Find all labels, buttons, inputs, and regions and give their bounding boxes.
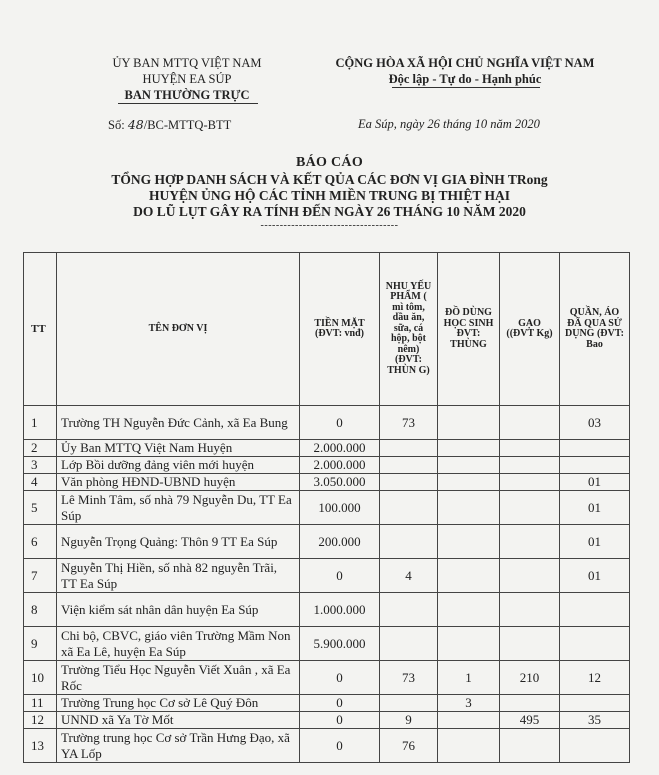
row-nhu-yeu-pham: 73: [380, 661, 438, 695]
document-number-suffix: /BC-MTTQ-BTT: [143, 118, 232, 132]
row-do-dung: [438, 559, 500, 593]
row-gao: [500, 729, 560, 763]
header-do-dung-hoc-sinh: ĐỒ DÙNG HỌC SINH ĐVT: THÙNG: [438, 253, 500, 406]
document-number: [108, 117, 231, 133]
row-do-dung: [438, 474, 500, 491]
row-gao: 495: [500, 712, 560, 729]
row-gao: [500, 440, 560, 457]
row-nhu-yeu-pham: [380, 457, 438, 474]
row-tt: 2: [24, 440, 57, 457]
row-do-dung: [438, 593, 500, 627]
report-subtitle-3: DO LŨ LỤT GÂY RA TÍNH ĐẾN NGÀY 26 THÁNG 10 NĂM 2020: [133, 204, 526, 219]
header-quan-ao: QUẦN, ÁO ĐÃ QUA SỬ DỤNG (ĐVT: Bao: [560, 253, 630, 406]
row-ten-don-vi: Nguyễn Trọng Quảng: Thôn 9 TT Ea Súp: [57, 525, 300, 559]
header-tt: TT: [24, 253, 57, 406]
row-nhu-yeu-pham: [380, 474, 438, 491]
report-subtitle-2: HUYỆN ỦNG HỘ CÁC TỈNH MIỀN TRUNG BỊ THIỆT HẠI: [149, 188, 510, 203]
row-tien-mat: 0: [300, 559, 380, 593]
table-row: [24, 712, 630, 729]
row-tien-mat: 200.000: [300, 525, 380, 559]
table-row: [24, 525, 630, 559]
row-ten-don-vi: Lớp Bồi dưỡng đảng viên mới huyện: [57, 457, 300, 474]
row-tt: 11: [24, 695, 57, 712]
row-ten-don-vi: Văn phòng HĐND-UBND huyện: [57, 474, 300, 491]
nation-title: CỘNG HÒA XÃ HỘI CHỦ NGHĨA VIỆT NAM: [335, 56, 595, 70]
row-do-dung: 1: [438, 661, 500, 695]
row-tt: 8: [24, 593, 57, 627]
row-nhu-yeu-pham: 73: [380, 406, 438, 440]
table-row: [24, 695, 630, 712]
document-date: Ea Súp, ngày 26 tháng 10 năm 2020: [358, 117, 540, 131]
row-tt: 10: [24, 661, 57, 695]
row-nhu-yeu-pham: [380, 440, 438, 457]
row-ten-don-vi: Trường trung học Cơ sở Trần Hưng Đạo, xã YA Lốp: [57, 729, 300, 763]
row-tt: 9: [24, 627, 57, 661]
row-nhu-yeu-pham: [380, 491, 438, 525]
row-ten-don-vi: Nguyễn Thị Hiền, số nhà 82 nguyễn Trãi, TT Ea Súp: [57, 559, 300, 593]
row-ten-don-vi: UNND xã Ya Tờ Mốt: [57, 712, 300, 729]
row-ten-don-vi: Trường Tiểu Học Nguyễn Viết Xuân , xã Ea Rốc: [57, 661, 300, 695]
header-nhu-yeu-pham: NHU YẾU PHẨM ( mì tôm, dầu ăn, sữa, cá hộp, bột nêm) (ĐVT: THÙN G): [380, 253, 438, 406]
row-gao: [500, 457, 560, 474]
row-ten-don-vi: Lê Minh Tâm, số nhà 79 Nguyễn Du, TT Ea Súp: [57, 491, 300, 525]
row-tt: 1: [24, 406, 57, 440]
nation-motto: Độc lập - Tự do - Hạnh phúc: [388, 72, 542, 86]
row-quan-ao: 01: [560, 491, 630, 525]
row-quan-ao: 01: [560, 525, 630, 559]
row-nhu-yeu-pham: [380, 525, 438, 559]
document-number-value: 48: [127, 117, 144, 132]
row-do-dung: [438, 712, 500, 729]
table-row: [24, 440, 630, 457]
row-quan-ao: [560, 729, 630, 763]
row-tien-mat: 0: [300, 712, 380, 729]
table-row: [24, 661, 630, 695]
row-do-dung: [438, 627, 500, 661]
row-nhu-yeu-pham: [380, 593, 438, 627]
table-header-row: [24, 253, 630, 406]
header-tien-mat: TIỀN MẶT (ĐVT: vnđ): [300, 253, 380, 406]
report-title: BÁO CÁO: [295, 155, 364, 170]
row-quan-ao: [560, 593, 630, 627]
row-gao: [500, 695, 560, 712]
row-quan-ao: 01: [560, 559, 630, 593]
table-row: [24, 593, 630, 627]
row-tien-mat: 3.050.000: [300, 474, 380, 491]
motto-underline: [392, 87, 540, 88]
row-ten-don-vi: Viện kiểm sát nhân dân huyện Ea Súp: [57, 593, 300, 627]
row-ten-don-vi: Chi bộ, CBVC, giáo viên Trường Mầm Non xã Ea Lê, huyện Ea Súp: [57, 627, 300, 661]
table-row: [24, 491, 630, 525]
row-quan-ao: [560, 457, 630, 474]
row-quan-ao: 03: [560, 406, 630, 440]
row-nhu-yeu-pham: [380, 695, 438, 712]
row-tien-mat: 0: [300, 729, 380, 763]
donation-table: [23, 252, 630, 763]
table-row: [24, 474, 630, 491]
table-row: [24, 457, 630, 474]
row-do-dung: [438, 440, 500, 457]
row-tt: 7: [24, 559, 57, 593]
row-tien-mat: 2.000.000: [300, 440, 380, 457]
row-nhu-yeu-pham: 4: [380, 559, 438, 593]
row-gao: [500, 406, 560, 440]
row-tt: 13: [24, 729, 57, 763]
document-number-prefix: Số:: [108, 118, 125, 132]
row-nhu-yeu-pham: [380, 627, 438, 661]
row-tt: 6: [24, 525, 57, 559]
issuer-line-2: HUYỆN EA SÚP: [142, 72, 232, 86]
row-tien-mat: 1.000.000: [300, 593, 380, 627]
row-gao: [500, 491, 560, 525]
row-quan-ao: 01: [560, 474, 630, 491]
row-nhu-yeu-pham: 76: [380, 729, 438, 763]
row-gao: [500, 474, 560, 491]
row-gao: 210: [500, 661, 560, 695]
issuer-underline: [118, 103, 258, 104]
row-do-dung: [438, 729, 500, 763]
row-nhu-yeu-pham: 9: [380, 712, 438, 729]
row-tt: 4: [24, 474, 57, 491]
header-ten-don-vi: TÊN ĐƠN VỊ: [57, 253, 300, 406]
row-do-dung: [438, 525, 500, 559]
title-divider: ------------------------------------: [260, 220, 399, 231]
row-tien-mat: 100.000: [300, 491, 380, 525]
row-tien-mat: 0: [300, 661, 380, 695]
table-row: [24, 406, 630, 440]
row-do-dung: [438, 457, 500, 474]
row-tien-mat: 5.900.000: [300, 627, 380, 661]
row-tt: 3: [24, 457, 57, 474]
row-tt: 12: [24, 712, 57, 729]
row-quan-ao: 12: [560, 661, 630, 695]
row-quan-ao: 35: [560, 712, 630, 729]
row-do-dung: [438, 406, 500, 440]
row-gao: [500, 627, 560, 661]
row-do-dung: [438, 491, 500, 525]
issuer-line-1: ỦY BAN MTTQ VIỆT NAM: [112, 56, 262, 70]
table-row: [24, 729, 630, 763]
row-ten-don-vi: Trường TH Nguyễn Đức Cảnh, xã Ea Bung: [57, 406, 300, 440]
row-gao: [500, 593, 560, 627]
row-tien-mat: 0: [300, 406, 380, 440]
row-tien-mat: 2.000.000: [300, 457, 380, 474]
row-tien-mat: 0: [300, 695, 380, 712]
row-quan-ao: [560, 627, 630, 661]
table-row: [24, 627, 630, 661]
row-quan-ao: [560, 695, 630, 712]
row-tt: 5: [24, 491, 57, 525]
row-gao: [500, 525, 560, 559]
row-ten-don-vi: Ủy Ban MTTQ Việt Nam Huyện: [57, 440, 300, 457]
report-subtitle-1: TỔNG HỢP DANH SÁCH VÀ KẾT QỦA CÁC ĐƠN VỊ GIA ĐÌNH TRong: [111, 172, 548, 187]
issuer-line-3: BAN THƯỜNG TRỰC: [124, 88, 250, 102]
row-gao: [500, 559, 560, 593]
row-do-dung: 3: [438, 695, 500, 712]
row-ten-don-vi: Trường Trung học Cơ sở Lê Quý Đôn: [57, 695, 300, 712]
table-row: [24, 559, 630, 593]
row-quan-ao: [560, 440, 630, 457]
header-gao: GẠO ((ĐVT Kg): [500, 253, 560, 406]
